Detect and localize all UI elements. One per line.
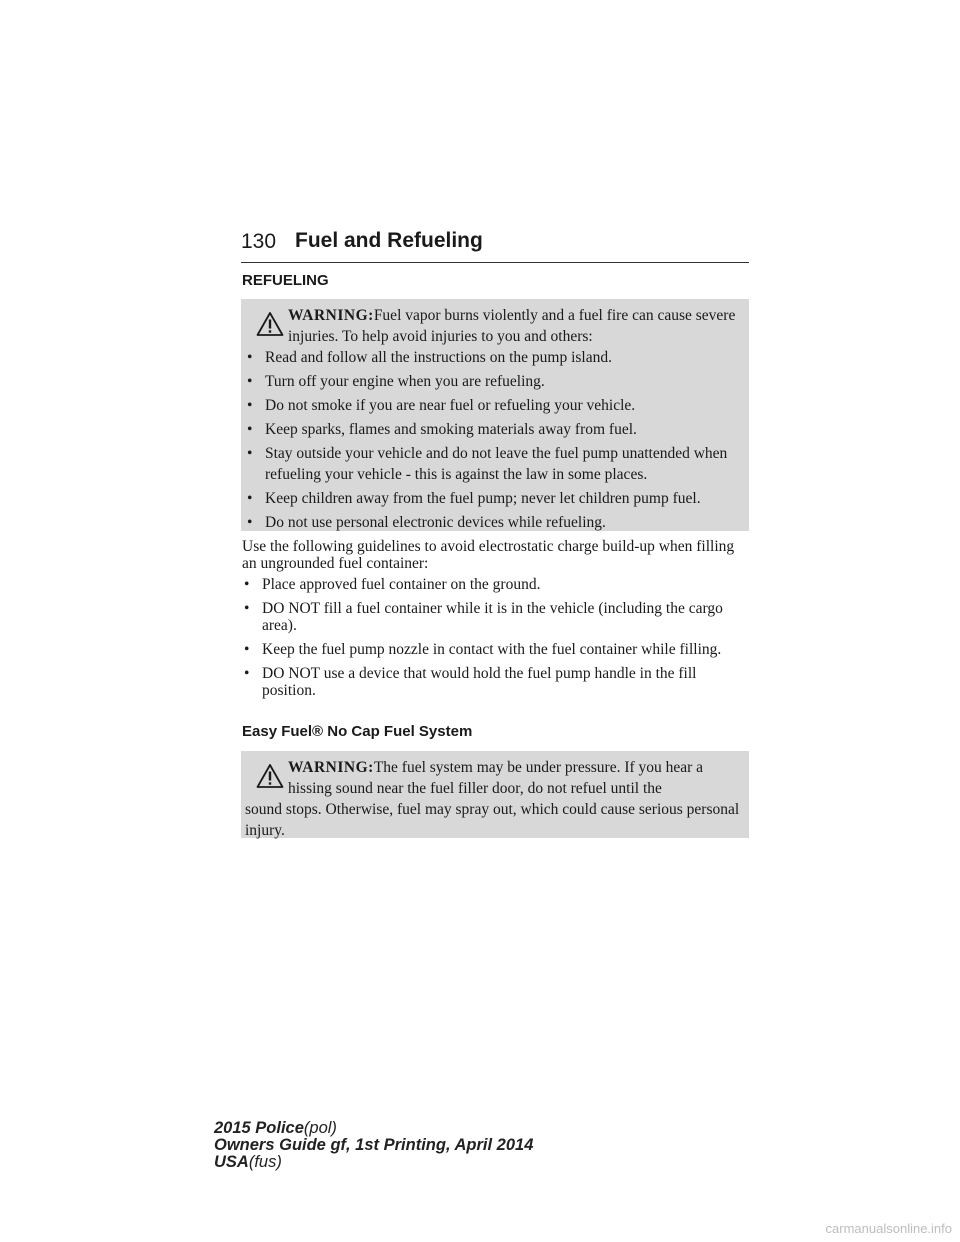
warning-triangle-icon: [256, 763, 284, 789]
footer-market: USA: [214, 1153, 249, 1171]
warning-box-pressure: [241, 751, 749, 838]
warning-bullet-list: [245, 347, 745, 536]
footer-model: 2015 Police: [214, 1119, 304, 1137]
list-item: • Turn off your engine when you are refueling.: [245, 371, 745, 392]
warning-text: The fuel system may be under pressure. If you hear a hissing sound near the fuel filler door, do not refuel until the: [288, 759, 704, 797]
list-item: • Keep the fuel pump nozzle in contact with the fuel container while filling.: [242, 641, 747, 658]
footer-line: [214, 1154, 533, 1171]
watermark: carmanualsonline.info: [825, 1221, 952, 1236]
list-item: • Stay outside your vehicle and do not leave the fuel pump unattended when refueling your vehicle - this is against the law in some places.: [245, 443, 745, 485]
list-item: • Do not smoke if you are near fuel or refueling your vehicle.: [245, 395, 745, 416]
intro-paragraph: Use the following guidelines to avoid electrostatic charge build-up when filling an ungrounded fuel container:: [242, 538, 735, 572]
warning-continuation: sound stops. Otherwise, fuel may spray out, which could cause serious personal injury.: [245, 801, 740, 839]
list-item: • Read and follow all the instructions on the pump island.: [245, 347, 745, 368]
footer-model-code: (pol): [303, 1119, 337, 1137]
chapter-title: Fuel and Refueling: [295, 229, 483, 252]
list-item: • Keep children away from the fuel pump; never let children pump fuel.: [245, 488, 745, 509]
section-title: REFUELING: [242, 272, 329, 289]
warning-label: WARNING:: [288, 307, 374, 324]
footer-line: [214, 1120, 533, 1137]
warning-lead: [288, 305, 743, 347]
list-item: • DO NOT fill a fuel container while it is in the vehicle (including the cargo area).: [242, 600, 747, 634]
footer-printing: Owners Guide gf, 1st Printing, April 2014: [214, 1136, 534, 1154]
footer-market-code: (fus): [248, 1153, 282, 1171]
page-number: 130: [241, 230, 277, 253]
list-item: • Do not use personal electronic devices while refueling.: [245, 512, 745, 533]
warning-box-refueling: [241, 299, 749, 531]
guideline-list: [242, 576, 747, 706]
warning-text: Fuel vapor burns violently and a fuel fire can cause severe injuries. To help avoid injuries to you and others:: [288, 307, 736, 345]
page-header: [241, 228, 749, 263]
list-item: • Keep sparks, flames and smoking materials away from fuel.: [245, 419, 745, 440]
warning-lead: [288, 757, 743, 799]
list-item: • Place approved fuel container on the ground.: [242, 576, 747, 593]
print-footer: [214, 1120, 533, 1171]
subsection-title: Easy Fuel® No Cap Fuel System: [242, 723, 473, 740]
warning-triangle-icon: [256, 311, 284, 337]
warning-label: WARNING:: [288, 759, 374, 776]
list-item: • DO NOT use a device that would hold the fuel pump handle in the fill position.: [242, 665, 747, 699]
